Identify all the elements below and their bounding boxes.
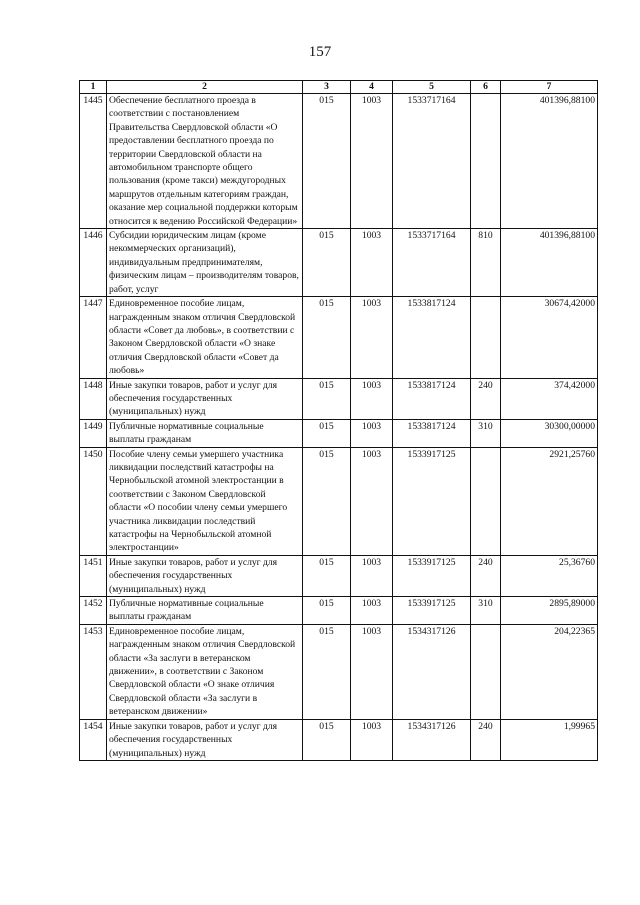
table-row — [80, 378, 598, 419]
row-number: 1454 — [80, 719, 107, 760]
row-target-code: 1533917125 — [393, 597, 471, 625]
row-expense-type — [471, 624, 501, 719]
header-col-2: 2 — [107, 81, 303, 94]
row-amount: 401396,88100 — [501, 229, 598, 297]
row-number: 1446 — [80, 229, 107, 297]
row-ministry-code: 015 — [303, 447, 351, 555]
row-number: 1450 — [80, 447, 107, 555]
row-expense-type — [471, 297, 501, 378]
row-target-code: 1533917125 — [393, 447, 471, 555]
row-number: 1448 — [80, 378, 107, 419]
row-expense-type — [471, 94, 501, 229]
row-ministry-code: 015 — [303, 94, 351, 229]
row-section-code: 1003 — [351, 419, 393, 447]
row-amount: 25,36760 — [501, 555, 598, 596]
row-description: Публичные нормативные социальные выплаты гражданам — [107, 597, 303, 625]
table-row — [80, 447, 598, 555]
table-row — [80, 719, 598, 760]
row-target-code: 1533817124 — [393, 419, 471, 447]
header-col-5: 5 — [393, 81, 471, 94]
row-amount: 2895,89000 — [501, 597, 598, 625]
row-ministry-code: 015 — [303, 419, 351, 447]
row-amount: 204,22365 — [501, 624, 598, 719]
row-number: 1449 — [80, 419, 107, 447]
row-description: Субсидии юридическим лицам (кроме некоммерческих организаций), индивидуальным предпринимателям, физическим лицам – производителям товаров, работ, услуг — [107, 229, 303, 297]
row-number: 1447 — [80, 297, 107, 378]
row-description: Единовременное пособие лицам, награжденным знаком отличия Свердловской области «Совет да любовь», в соответствии с Законом Свердловской области «О знаке отличия Свердловской области «Совет да любовь» — [107, 297, 303, 378]
row-amount: 1,99965 — [501, 719, 598, 760]
row-ministry-code: 015 — [303, 555, 351, 596]
row-section-code: 1003 — [351, 555, 393, 596]
row-number: 1445 — [80, 94, 107, 229]
row-number: 1451 — [80, 555, 107, 596]
row-expense-type: 310 — [471, 597, 501, 625]
page-number: 157 — [308, 44, 332, 60]
row-ministry-code: 015 — [303, 624, 351, 719]
row-target-code: 1533817124 — [393, 378, 471, 419]
row-ministry-code: 015 — [303, 297, 351, 378]
row-expense-type: 240 — [471, 378, 501, 419]
row-target-code: 1533917125 — [393, 555, 471, 596]
row-expense-type: 810 — [471, 229, 501, 297]
row-description: Единовременное пособие лицам, награжденным знаком отличия Свердловской области «За заслуги в ветеранском движении», в соответствии с Законом Свердловской области «О знаке отличия Свердловской области «За заслуги в ветеранском движении» — [107, 624, 303, 719]
header-row — [80, 81, 598, 94]
table-row — [80, 229, 598, 297]
header-col-7: 7 — [501, 81, 598, 94]
row-description: Обеспечение бесплатного проезда в соответствии с постановлением Правительства Свердловской области «О предоставлении бесплатного проезда по территории Свердловской области на автомобильном транспорте общего пользования (кроме такси) междугородных маршрутов отдельным категориям граждан, оказание мер социальной поддержки которым относится к ведению Российской Федерации» — [107, 94, 303, 229]
header-col-1: 1 — [80, 81, 107, 94]
row-expense-type: 240 — [471, 555, 501, 596]
table-row — [80, 624, 598, 719]
row-amount: 374,42000 — [501, 378, 598, 419]
row-expense-type: 310 — [471, 419, 501, 447]
row-section-code: 1003 — [351, 229, 393, 297]
row-number: 1452 — [80, 597, 107, 625]
row-description: Иные закупки товаров, работ и услуг для обеспечения государственных (муниципальных) нужд — [107, 719, 303, 760]
row-description: Иные закупки товаров, работ и услуг для обеспечения государственных (муниципальных) нужд — [107, 555, 303, 596]
header-col-4: 4 — [351, 81, 393, 94]
row-number: 1453 — [80, 624, 107, 719]
row-section-code: 1003 — [351, 624, 393, 719]
row-ministry-code: 015 — [303, 378, 351, 419]
row-section-code: 1003 — [351, 597, 393, 625]
row-target-code: 1533717164 — [393, 229, 471, 297]
row-expense-type — [471, 447, 501, 555]
row-section-code: 1003 — [351, 447, 393, 555]
row-description: Иные закупки товаров, работ и услуг для обеспечения государственных (муниципальных) нужд — [107, 378, 303, 419]
row-ministry-code: 015 — [303, 719, 351, 760]
table-row — [80, 419, 598, 447]
table-row — [80, 297, 598, 378]
header-col-3: 3 — [303, 81, 351, 94]
row-expense-type: 240 — [471, 719, 501, 760]
table-row — [80, 597, 598, 625]
budget-table — [79, 80, 598, 761]
row-amount: 2921,25760 — [501, 447, 598, 555]
row-description: Пособие члену семьи умершего участника ликвидации последствий катастрофы на Чернобыльской атомной электростанции в соответствии с Законом Свердловской области «О пособии члену семьи умершего участника ликвидации последствий катастрофы на Чернобыльской атомной электростанции» — [107, 447, 303, 555]
row-amount: 30300,00000 — [501, 419, 598, 447]
row-target-code: 1534317126 — [393, 624, 471, 719]
row-section-code: 1003 — [351, 719, 393, 760]
row-target-code: 1533717164 — [393, 94, 471, 229]
row-section-code: 1003 — [351, 297, 393, 378]
row-section-code: 1003 — [351, 94, 393, 229]
row-amount: 401396,88100 — [501, 94, 598, 229]
row-ministry-code: 015 — [303, 229, 351, 297]
row-amount: 30674,42000 — [501, 297, 598, 378]
row-ministry-code: 015 — [303, 597, 351, 625]
header-col-6: 6 — [471, 81, 501, 94]
table-row — [80, 94, 598, 229]
table-row — [80, 555, 598, 596]
row-target-code: 1534317126 — [393, 719, 471, 760]
row-target-code: 1533817124 — [393, 297, 471, 378]
row-description: Публичные нормативные социальные выплаты гражданам — [107, 419, 303, 447]
row-section-code: 1003 — [351, 378, 393, 419]
